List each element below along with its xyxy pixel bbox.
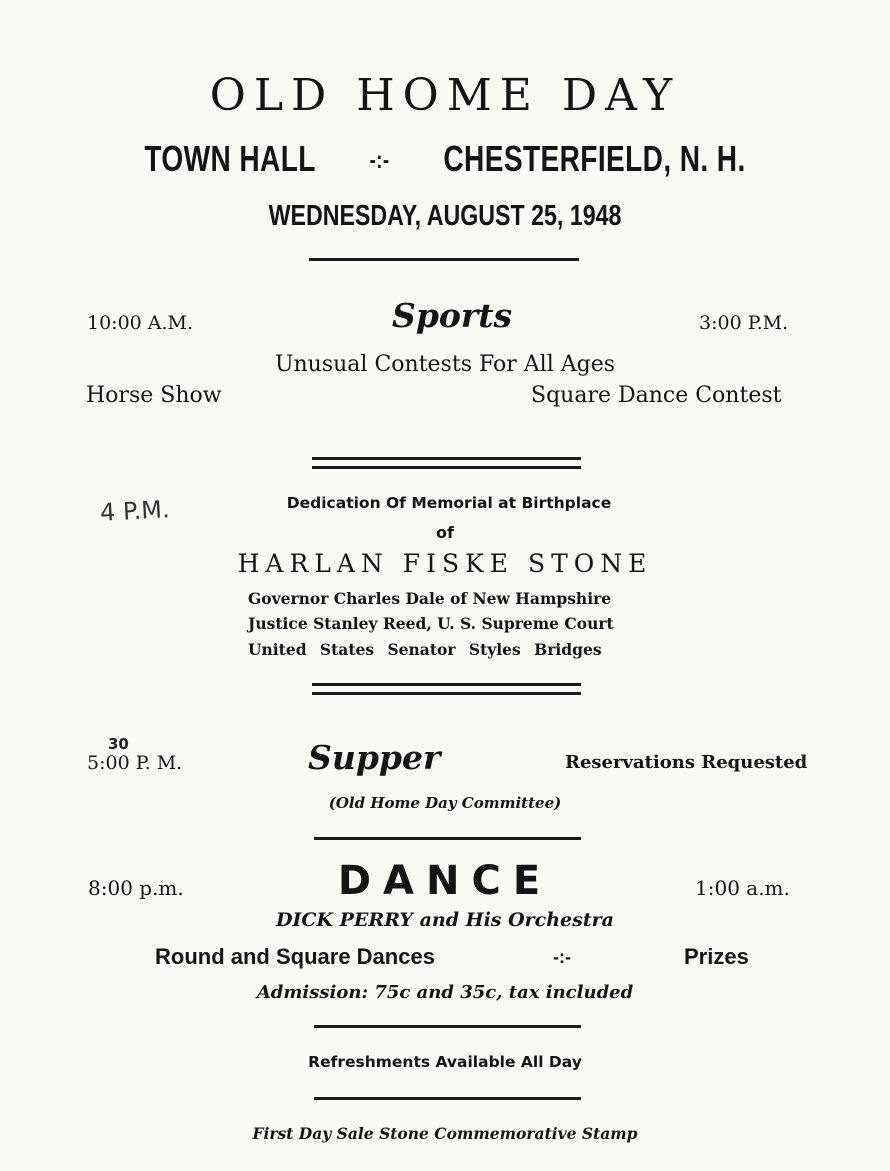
event-date: WEDNESDAY, AUGUST 25, 1948 <box>268 200 622 232</box>
page-title: OLD HOME DAY <box>209 70 681 121</box>
dance-start-time: 8:00 p.m. <box>88 876 184 900</box>
reservations-note: Reservations Requested <box>565 752 808 773</box>
double-divider <box>312 457 581 469</box>
dance-separator: -:- <box>553 947 571 967</box>
sports-subtitle: Unusual Contests For All Ages <box>274 352 616 377</box>
speaker-3: United States Senator Styles Bridges <box>248 640 602 659</box>
divider <box>314 1025 581 1028</box>
divider <box>314 1097 581 1100</box>
dance-heading: DANCE <box>337 858 553 904</box>
sports-heading: Sports <box>392 296 513 335</box>
admission: Admission: 75c and 35c, tax included <box>256 982 634 1003</box>
divider <box>314 837 581 840</box>
refreshments: Refreshments Available All Day <box>308 1053 582 1071</box>
venue: TOWN HALL <box>144 138 316 179</box>
band-name: DICK PERRY and His Orchestra <box>276 909 614 931</box>
prizes: Prizes <box>684 944 749 969</box>
sports-end-time: 3:00 P.M. <box>699 312 789 334</box>
double-divider <box>312 683 581 695</box>
divider <box>309 258 579 261</box>
supper-host: (Old Home Day Committee) <box>328 794 562 812</box>
honoree-name: HARLAN FISKE STONE <box>237 549 653 578</box>
handwritten-correction: 30 <box>108 735 129 753</box>
location: CHESTERFIELD, N. H. <box>443 138 746 179</box>
supper-heading: Supper <box>308 738 441 777</box>
supper-time: 5:00 P. M. <box>87 752 183 774</box>
speaker-1: Governor Charles Dale of New Hampshire <box>248 589 612 608</box>
dance-end-time: 1:00 a.m. <box>695 876 790 900</box>
speaker-2: Justice Stanley Reed, U. S. Supreme Court <box>248 614 614 633</box>
square-dance-contest: Square Dance Contest <box>531 383 782 408</box>
dedication-of: of <box>436 523 454 542</box>
horse-show: Horse Show <box>86 383 222 408</box>
footer-note: First Day Sale Stone Commemorative Stamp <box>252 1124 638 1143</box>
venue-separator: -:- <box>369 147 390 175</box>
dedication-line: Dedication Of Memorial at Birthplace <box>286 494 612 512</box>
dance-types: Round and Square Dances <box>155 944 435 969</box>
sports-start-time: 10:00 A.M. <box>87 312 194 334</box>
handwritten-time: 4 P.M. <box>99 495 171 527</box>
venue-line <box>98 138 792 180</box>
